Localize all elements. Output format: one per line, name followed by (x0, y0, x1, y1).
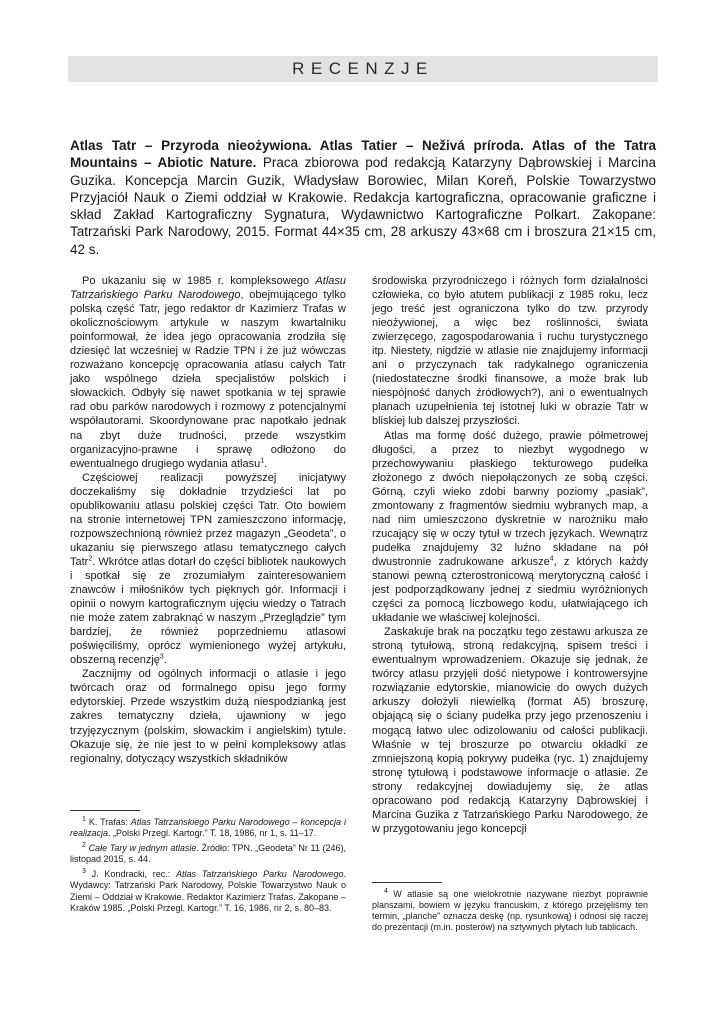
reviewed-work-details: Praca zbiorowa pod redakcją Katarzyny Dąbrowskiej i Marcina Guzika. Koncepcja Marcin Guzik, Władysław Borowiec, Milan Koreň, Polskie Towarzystwo Przyjaciół Nauk o Ziemi oddział w Krakowie. Redakcja kartograficzna, opracowanie graficzne i skład Zakład Kartograficzny Sygnatura, Wydawnictwo Kartograficzne Polkart. Zakopane: Tatrzański Park Narodowy, 2015. Format 44×35 cm, 28 arkuszy 43×68 cm i broszura 21×15 cm, 42 s. (70, 155, 656, 257)
paragraph: Po ukazaniu się w 1985 r. kompleksowego Atlasu Tatrzańskiego Parku Narodowego, obejmującego tylko polską część Tatr, jego redaktor dr Kazimierz Trafas w okolicznościowym artykule w naszym kwartalniku poinformował, że idea jego opracowania zrodziła się dziesięć lat wcześniej w Radzie TPN i że już wówczas rozważano koncepcję opracowania atlasu całych Tatr jako wspólnego dzieła specjalistów polskich i słowackich. Odbyły się nawet spotkania w tej sprawie rad obu parków narodowych i rozmowy z potencjalnymi współautorami. Skoordynowane prac napotkało jednak na zbyt duże trudności, przede wszystkim organizacyjno-prawne i sprawę odłożono do ewentualnego drugiego wydania atlasu$^1$. (70, 275, 346, 470)
footnote: $^1$ K. Trafas: Atlas Tatrzańskiego Parku Narodowego – koncepcja i realizacja. „Polski Przegl. Kartogr.” T. 18, 1986, nr 1, s. 11–17. (70, 816, 346, 839)
footnotes-right (372, 889, 648, 937)
footnotes-left (70, 817, 346, 918)
review-heading (70, 137, 656, 258)
footnote-ref: 1 (260, 456, 265, 464)
footnote-divider (372, 882, 442, 883)
footnote-ref: 2 (88, 555, 93, 563)
paragraph: Zacznijmy od ogólnych informacji o atlasie i jego twórcach oraz od formalnego opisu jego formy edytorskiej. Przede wszystkim dużą niespodzianką jest zakres tematyczny dzieła, ujawniony w jego trzyjęzycznym (polskim, słowackim i angielskim) tytule. Okazuje się, że nie jest to w pełni kompleksowy atlas regionalny, dotyczący wszystkich składników (70, 668, 346, 765)
paragraph: środowiska przyrodniczego i różnych form działalności człowieka, co było atutem publikacji z 1985 roku, lecz jego treść jest ograniczona tylko do tzw. przyrody nieożywionej, a więc bez roślinności, świata zwierzęcego, zagospodarowania i ruchu turystycznego itp. Niestety, nigdzie w atlasie nie znajdujemy informacji ani o przyczynach tak radykalnego ograniczenia (niedostateczne środki finansowe, a może brak lub niespójność danych źródłowych?), ani o ewentualnych planach uzupełnienia tej istotnej luki w obrazie Tatr w bliskiej lub dalszej przyszłości. (372, 275, 648, 428)
right-column (372, 274, 648, 836)
footnote: $^4$ W atlasie są one wielokrotnie nazywane niezbyt poprawnie planszami, bowiem w języku francuskim, z którego przejęliśmy ten termin, „planche” oznacza deskę (np. rysunkową) i odnosi się raczej do prezentacji (m.in. posterów) na sztywnych płytach lub tablicach. (372, 888, 648, 933)
paragraph: Zaskakuje brak na początku tego zestawu arkusza ze stroną tytułową, stroną redakcyjną, spisem treści i ewentualnym wprowadzeniem. Okazuje się jednak, że twórcy atlasu przyjęli dość nietypowe i kontrowersyjne rozwiązanie edytorskie, mianowicie do owych dużych arkuszy dołożyli niewielką (format A5) broszurę, objającą się o ściany pudełka przy jego przenoszeniu i mogącą łatwo ulec odizolowaniu od całości publikacji. Właśnie w tej broszurze po otwarciu okładki ze zmniejszoną kopią pokrywy pudełka (ryc. 1) znajdujemy stronę tytułową i podstawowe informacje o atlasie. Ze strony redakcyjnej dowiadujemy się, że atlas opracowano pod redakcją Katarzyny Dąbrowskiej i Marcina Guzika z Tatrzańskiego Parku Narodowego, że w przygotowaniu jego koncepcji (372, 626, 648, 835)
footnote-ref: 4 (549, 555, 554, 563)
left-column (70, 274, 346, 766)
paragraph: Atlas ma formę dość dużego, prawie półmetrowej długości, a przez to niezbyt wygodnego w przechowywaniu płaskiego tekturowego pudełka złożonego z dwóch niepołączonych ze sobą części. Górną, czyli wieko zdobi barwny poziomy „pasiak”, zmontowany z fragmentów siedmiu wybranych map, a nad nim umieszczono dyskretnie w narożniku mało rzucający się w oczy tytuł w trzech językach. Wewnątrz pudełka znajdujemy 32 luźno składane na pół dwustronnie zadrukowane arkusze$^4$, z których każdy stanowi pewną czterostronicową merytoryczną całość i jest podporządkowany jednej z siedmiu wyróżnionych części za pomocą liczbowego kodu, ułatwiającego ich układanie we właściwej kolejności. (372, 429, 649, 625)
footnote: $^2$ Całe Tary w jednym atlasie. Źródło: TPN. „Geodeta” Nr 11 (246), listopad 2015, s. 44. (70, 842, 346, 865)
paragraph: Częściowej realizacji powyższej inicjatywy doczekaliśmy się dokładnie trzydzieści lat po opublikowaniu atlasu polskiej części Tatr. Oto bowiem na stronie internetowej TPN zamieszczono informację, rozpowszechnioną również przez magazyn „Geodeta”, o ukazaniu się pierwszego atlasu tematycznego całych Tatr$^2$. Wkrótce atlas dotarł do części bibliotek naukowych i spotkał się ze zrozumiałym zainteresowaniem znawców i miłośników tych pięknych gór. Informacji i opinii o nowym kartograficznym ujęciu wiedzy o Tatrach nie może zatem zabraknąć w naszym „Przeglądzie” tym bardziej, że również poprzedniemu atlasowi poświęciliśmy, oprócz wymienionego wyżej artykułu, obszerną recenzję$^3$. (70, 471, 346, 667)
footnote-ref: 3 (159, 653, 164, 661)
section-header-bar (68, 56, 658, 82)
section-title: RECENZJE (292, 59, 434, 78)
reviewed-work-title: Atlas Tatr – Przyroda nieożywiona. Atlas Tatier – Neživá príroda. Atlas of the Tatra Mountains – Abiotic Nature. (70, 138, 656, 171)
footnote-divider (70, 810, 140, 811)
footnote: $^3$ J. Kondracki, rec.: Atlas Tatrzańskiego Parku Narodowego. Wydawcy: Tatrzański Park Narodowy, Polskie Towarzystwo Nauk o Ziemi – Oddział w Krakowie. Redaktor Kazimierz Trafas. Zakopane – Kraków 1985. „Polski Przegl. Kartogr.” T. 16, 1986, nr 2, s. 80–83. (70, 868, 346, 913)
